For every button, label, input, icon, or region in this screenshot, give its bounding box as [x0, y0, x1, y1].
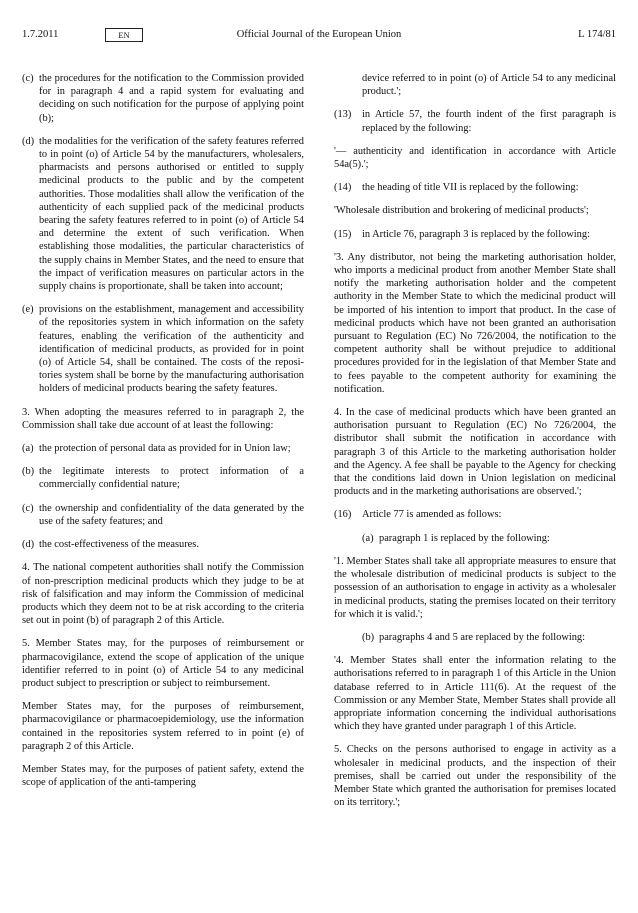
amendment-item: [334, 108, 616, 134]
quoted-text: 5. Checks on the persons authorised to engage in activity as a wholesaler in medicinal products, and the inspection of their premises, shall be carried out under the responsibility of the Member State which granted the authorisation for premises located on its territory.';: [334, 744, 616, 809]
sub-item: [362, 532, 616, 545]
amendment-text: in Article 76, paragraph 3 is replaced by the following:: [362, 228, 590, 240]
item-text: the legitimate interests to protect information of a commercially confidential nature;: [39, 466, 304, 491]
list-item: [22, 502, 304, 528]
amendment-item: [334, 228, 616, 241]
amendment-number: (16): [334, 509, 352, 521]
amendment-number: (15): [334, 228, 352, 240]
item-label: (c): [22, 73, 34, 84]
page-reference: L 174/81: [578, 29, 616, 40]
paragraph-3: 3. When adopting the measures referred to in paragraph 2, the Commission shall take due account of at least the following:: [22, 406, 304, 431]
item-label: (b): [22, 466, 35, 478]
paragraph-4: 4. The national competent authorities shall notify the Commission of non-prescription medicinal products which they judge to be at risk of falsification and may inform the Commission of medicinal products which they deem not to be at risk according to the criteria set out in point (b) of paragraph 2 of this Article.: [22, 562, 304, 627]
list-item: [22, 72, 304, 125]
item-label: (d): [22, 539, 35, 551]
list-item: [22, 465, 304, 491]
paragraph-5-third: Member States may, for the purposes of patient safety, extend the scope of application of the anti-tampering: [22, 763, 304, 789]
item-label: (e): [22, 304, 34, 316]
item-text: the protection of personal data as provided for in Union law;: [39, 443, 291, 455]
language-badge: EN: [105, 28, 143, 42]
item-text: provisions on the establishment, management and accessibility of the repositories system in which information on the safety features, enabling the verification of the authenticity and identification of medicinal products, as provided for in point (o) of Article 54, shall be contained. The costs of the repositories system shall be borne by the manufacturing authorisation holders of medicinal products bearing the safety features.: [39, 304, 304, 395]
list-item: [22, 303, 304, 395]
paragraph-5-second: Member States may, for the purposes of reimbursement, pharmacovigilance or pharmacoepidemiology, use the information contained in the repositories system referred to in point (e) of paragraph 2 of this Article.: [22, 701, 304, 752]
quoted-text: '4. Member States shall enter the information relating to the authorisations referred to in paragraph 1 of this Article in the Union database referred to in Article 111(6). At the request of the Commission or any Member State, Member States shall provide all appropriate information concerning the individual authorisations which they have granted under paragraph 1 of this Article.: [334, 655, 616, 733]
quoted-text: '3. Any distributor, not being the marketing authorisation holder, who imports a medicinal product from another Member State shall notify the marketing authorisation holder and the competent authority in the Member State to which the medicinal product will be imported of his intention to import that product. In the case of medicinal products which have not been granted an authorisation pursuant to Regulation (EC) No 726/2004, the notification to the competent authority shall be without prejudice to additional procedures provided for in the legislation of that Member State and to fees payable to the competent authority for examining the notification.: [334, 251, 616, 395]
quoted-text: 'Wholesale distribution and brokering of medicinal products';: [334, 205, 589, 217]
item-text: the cost-effectiveness of the measures.: [39, 539, 199, 551]
item-text: the modalities for the verification of the safety features referred to in point (o) of Article 54 by the manufacturers, wholesalers, pharmacists and persons authorised or entitled to supply medicinal products to the public and by the competent authorities. Those modalities shall allow the verification of the authenticity of each supplied pack of the medicinal products bearing the safety features referred to in point (o) of Article 54 and determine the extent of such verification. When establishing those modalities, the particular characteristics of the supply chains in Member States, and the need to ensure that the impact of verification measures on particular actors in the supply chains is proportionate, shall be taken into account;: [39, 135, 304, 293]
item-label: (d): [22, 135, 35, 147]
sub-item-label: (a): [362, 532, 374, 544]
quoted-text: '— authenticity and identification in accordance with Article 54a(5).';: [334, 145, 616, 171]
sub-item: [362, 631, 616, 644]
amendment-number: (14): [334, 182, 352, 194]
quoted-text: '1. Member States shall take all appropriate measures to ensure that the wholesale distribution of medicinal products is subject to the possession of an authorisation to engage in activity as a wholesaler in medicinal products, stating the premises located on their territory for which it is valid.';: [334, 555, 616, 620]
amendment-item: [334, 508, 616, 521]
continued-text: device referred to in point (o) of Article 54 to any medicinal product.';: [362, 73, 616, 98]
page-header: [22, 28, 616, 44]
list-item: [22, 442, 304, 455]
left-column: [22, 72, 304, 799]
amendment-text: Article 77 is amended as follows:: [362, 509, 502, 521]
item-label: (c): [22, 502, 34, 514]
publication-date: 1.7.2011: [22, 29, 59, 40]
sub-item-text: paragraph 1 is replaced by the following:: [379, 532, 550, 544]
right-column: [334, 72, 616, 819]
list-item: [22, 538, 304, 551]
item-text: the procedures for the notification to the Commission provided for in paragraph 4 and a rapid system for evaluating and deciding on such notification for the purpose of applying point (b);: [39, 73, 304, 124]
list-item: [22, 135, 304, 293]
amendment-text: in Article 57, the fourth indent of the first paragraph is replaced by the following:: [362, 109, 616, 134]
journal-title: Official Journal of the European Union: [236, 29, 402, 40]
sub-item-text: paragraphs 4 and 5 are replaced by the following:: [379, 631, 586, 643]
amendment-text: the heading of title VII is replaced by the following:: [362, 182, 579, 194]
sub-item-label: (b): [362, 631, 375, 643]
item-label: (a): [22, 443, 34, 455]
amendment-item: [334, 181, 616, 194]
item-text: the ownership and confidentiality of the data generated by the use of the safety features; and: [39, 502, 304, 527]
paragraph-5: 5. Member States may, for the purposes of reimbursement or pharmacovigilance, extend the scope of application of the unique identifier referred to in point (o) of Article 54 to any medicinal product subject to prescription or subject to reimbursement.: [22, 638, 304, 689]
quoted-text: 4. In the case of medicinal products which have been granted an authorisation pursuant to Regulation (EC) No 726/2004, the distributor shall submit the notification in accordance with paragraph 3 of this Article to the marketing authorisation holder and the Agency. A fee shall be payable to the Agency for checking that the conditions laid down in Union legislation on medicinal products and in the marketing authorisations are observed.';: [334, 407, 616, 498]
amendment-number: (13): [334, 109, 352, 121]
